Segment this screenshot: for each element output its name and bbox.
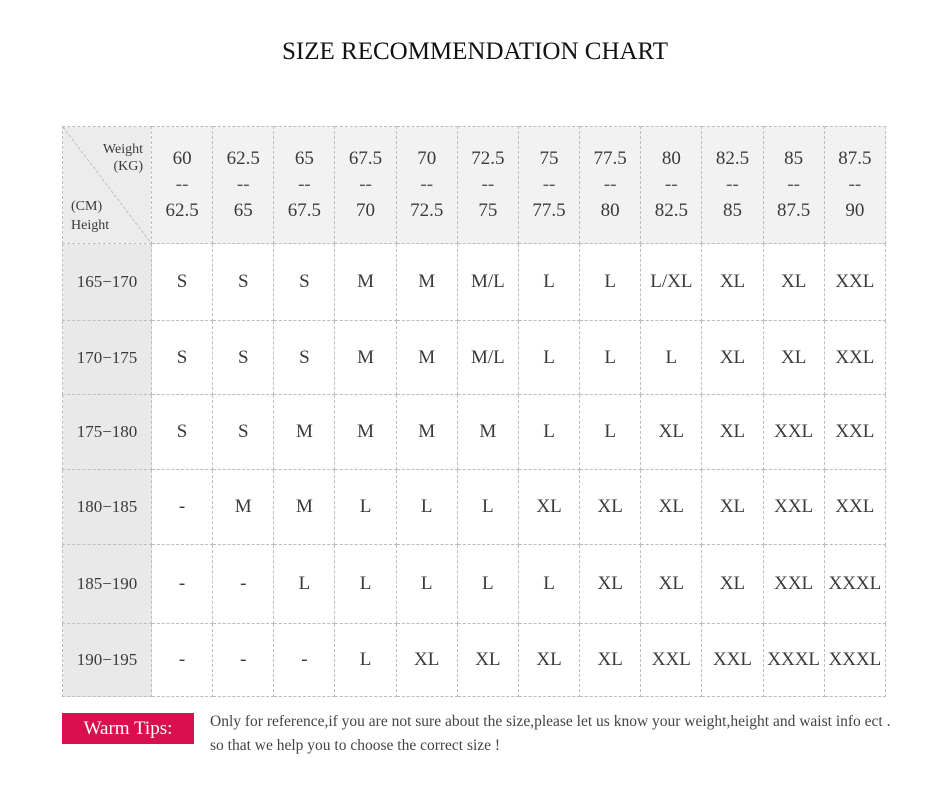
size-cell: M/L [457, 321, 518, 395]
size-cell: M [396, 395, 457, 470]
size-table [62, 126, 886, 697]
height-range-cell: 190−195 [63, 624, 152, 697]
weight-range-header [335, 127, 396, 244]
chart-title: SIZE RECOMMENDATION CHART [282, 38, 668, 65]
weight-range-from: 70 [417, 148, 437, 169]
weight-unit-text: (KG) [113, 159, 143, 174]
size-cell: XL [580, 624, 641, 697]
weight-range-header [396, 127, 457, 244]
weight-range-header [641, 127, 702, 244]
size-cell: S [213, 244, 274, 321]
size-cell: S [213, 321, 274, 395]
size-cell: XL [702, 321, 763, 395]
size-cell: XXXL [824, 624, 885, 697]
size-cell: - [213, 545, 274, 624]
size-cell: L [518, 244, 579, 321]
weight-range-sep: -- [420, 174, 434, 195]
size-cell: S [152, 321, 213, 395]
weight-range-header [763, 127, 824, 244]
weight-range-from: 82.5 [715, 148, 750, 169]
weight-range-to: 85 [722, 200, 742, 221]
size-cell: L [518, 395, 579, 470]
size-cell: M [335, 244, 396, 321]
height-row [63, 321, 886, 395]
weight-range-header [824, 127, 885, 244]
size-cell: XL [580, 545, 641, 624]
weight-range-sep: -- [236, 174, 250, 195]
size-cell: XL [702, 545, 763, 624]
size-cell: XXL [824, 470, 885, 545]
height-range-cell: 170−175 [63, 321, 152, 395]
size-cell: M [457, 395, 518, 470]
size-cell: XL [580, 470, 641, 545]
weight-range-from: 62.5 [226, 148, 260, 169]
height-label [71, 197, 109, 235]
size-cell: L [274, 545, 335, 624]
size-cell: M [335, 321, 396, 395]
warm-tips-text: Only for reference,if you are not sure about the size,please let us know your weight,height and waist info ect . so that we help you to choose the correct size ! [210, 713, 891, 754]
height-range-cell: 180−185 [63, 470, 152, 545]
weight-range-sep: -- [787, 174, 800, 195]
size-cell: M [335, 395, 396, 470]
height-row [63, 545, 886, 624]
weight-label-text: Weight [102, 142, 143, 157]
weight-range-from: 65 [294, 148, 314, 169]
height-unit-text: (CM) [71, 199, 103, 214]
weight-range-from: 60 [172, 148, 192, 169]
weight-range-from: 80 [661, 148, 681, 169]
size-cell: - [274, 624, 335, 697]
size-cell: XL [702, 244, 763, 321]
weight-range-header [702, 127, 763, 244]
size-cell: M [396, 244, 457, 321]
weight-range-from: 85 [784, 148, 804, 169]
weight-range-to: 90 [845, 200, 865, 221]
size-cell: M [213, 470, 274, 545]
weight-range-header [518, 127, 579, 244]
size-cell: L [457, 545, 518, 624]
size-table-body [63, 244, 886, 697]
size-cell: XXL [763, 545, 824, 624]
size-cell: S [274, 321, 335, 395]
size-cell: XL [518, 624, 579, 697]
size-cell: XL [518, 470, 579, 545]
weight-range-to: 80 [600, 200, 620, 221]
size-cell: - [152, 624, 213, 697]
height-row [63, 244, 886, 321]
size-cell: S [152, 244, 213, 321]
weight-range-header [580, 127, 641, 244]
weight-range-sep: -- [726, 174, 739, 195]
weight-range-from: 77.5 [593, 148, 627, 169]
size-cell: L [518, 545, 579, 624]
size-cell: XL [763, 321, 824, 395]
height-row [63, 624, 886, 697]
weight-range-header [457, 127, 518, 244]
size-cell: XL [457, 624, 518, 697]
height-range-cell: 185−190 [63, 545, 152, 624]
size-cell: L [396, 545, 457, 624]
size-cell: L [580, 244, 641, 321]
size-cell: XL [702, 470, 763, 545]
size-cell: - [152, 545, 213, 624]
size-cell: XL [641, 395, 702, 470]
weight-range-from: 75 [539, 148, 559, 169]
size-cell: L/XL [641, 244, 702, 321]
weight-range-sep: -- [481, 174, 495, 195]
weight-range-to: 77.5 [532, 200, 566, 221]
weight-range-sep: -- [848, 174, 862, 195]
size-cell: L [580, 395, 641, 470]
size-cell: XL [396, 624, 457, 697]
size-cell: L [518, 321, 579, 395]
size-cell: XL [702, 395, 763, 470]
weight-range-to: 82.5 [654, 200, 688, 221]
size-cell: XXXL [824, 545, 885, 624]
weight-range-sep: -- [542, 174, 556, 195]
weight-label [103, 141, 143, 175]
height-row [63, 395, 886, 470]
weight-range-header [152, 127, 213, 244]
weight-header-row [63, 127, 886, 244]
size-cell: XXL [763, 470, 824, 545]
size-cell: M [274, 470, 335, 545]
size-cell: - [213, 624, 274, 697]
height-label-text: Height [71, 218, 110, 233]
weight-range-sep: -- [665, 174, 678, 195]
size-cell: XL [763, 244, 824, 321]
weight-range-from: 72.5 [471, 148, 505, 169]
weight-range-to: 62.5 [165, 200, 199, 221]
size-cell: S [152, 395, 213, 470]
weight-range-sep: -- [603, 174, 617, 195]
size-cell: XL [641, 545, 702, 624]
size-cell: L [335, 545, 396, 624]
size-cell: XXL [641, 624, 702, 697]
size-cell: M [274, 395, 335, 470]
size-cell: XXL [702, 624, 763, 697]
size-cell: M [396, 321, 457, 395]
weight-range-to: 67.5 [287, 200, 322, 221]
size-cell: S [213, 395, 274, 470]
size-cell: XXL [824, 395, 885, 470]
size-cell: L [396, 470, 457, 545]
size-cell: XXL [824, 321, 885, 395]
size-cell: L [335, 470, 396, 545]
warm-tips-badge: Warm Tips: [62, 713, 194, 744]
size-cell: L [457, 470, 518, 545]
weight-range-header [274, 127, 335, 244]
size-cell: L [641, 321, 702, 395]
weight-range-from: 67.5 [348, 148, 383, 169]
weight-range-header [213, 127, 274, 244]
height-range-cell: 165−170 [63, 244, 152, 321]
weight-range-to: 75 [478, 200, 498, 221]
height-row [63, 470, 886, 545]
size-cell: S [274, 244, 335, 321]
size-cell: XXXL [763, 624, 824, 697]
weight-range-sep: -- [298, 174, 311, 195]
corner-cell [63, 127, 152, 244]
size-cell: XXL [763, 395, 824, 470]
weight-range-to: 72.5 [410, 200, 444, 221]
size-cell: XXL [824, 244, 885, 321]
weight-range-to: 65 [233, 200, 253, 221]
weight-range-from: 87.5 [838, 148, 872, 169]
size-cell: L [335, 624, 396, 697]
size-cell: XL [641, 470, 702, 545]
size-cell: M/L [457, 244, 518, 321]
size-cell: - [152, 470, 213, 545]
size-cell: L [580, 321, 641, 395]
weight-range-to: 87.5 [777, 200, 811, 221]
weight-range-sep: -- [359, 174, 372, 195]
height-range-cell: 175−180 [63, 395, 152, 470]
weight-range-sep: -- [175, 174, 189, 195]
weight-range-to: 70 [356, 200, 376, 221]
